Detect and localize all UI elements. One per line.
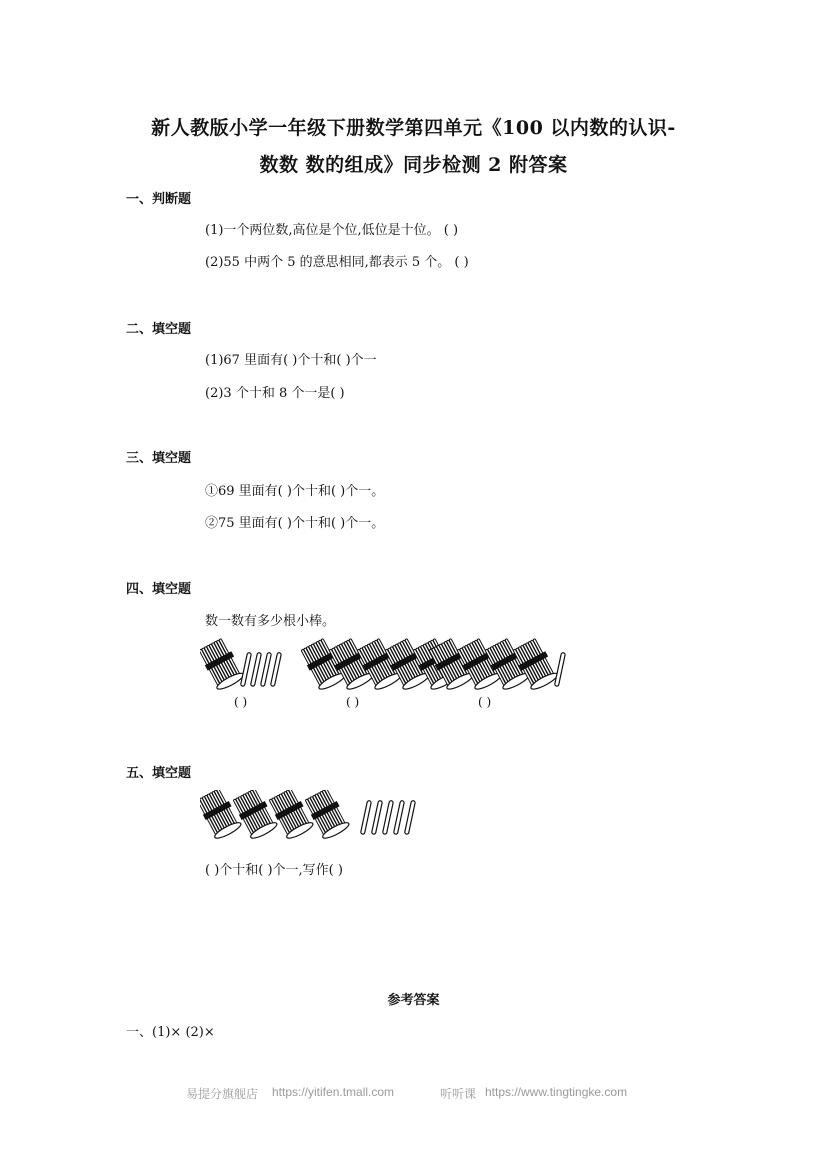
stick-bundles-figure-2: [200, 790, 440, 846]
stick-icon: [554, 652, 565, 686]
section-2-item-2: (2)3 个十和 8 个一是( ): [205, 386, 345, 401]
stick-bundles-figure: [200, 638, 570, 698]
stick-icon: [260, 652, 271, 686]
stick-icon: [382, 800, 393, 834]
footer-site-link[interactable]: https://www.tingtingke.com: [485, 1085, 628, 1099]
stick-bundle-icon: [200, 638, 245, 692]
document-title-line-1: 新人教版小学一年级下册数学第四单元《100 以内数的认识-: [151, 117, 676, 139]
stick-bundle-icon: [267, 790, 314, 841]
stick-icon: [393, 800, 404, 834]
answer-line-1: 一、(1)× (2)×: [126, 1025, 215, 1040]
stick-bundle-icon: [231, 790, 278, 841]
section-4-heading: 四、填空题: [126, 582, 192, 597]
section-4-item-1: 数一数有多少根小棒。: [205, 614, 336, 629]
stick-icon: [360, 800, 371, 834]
footer-shop-name: 易提分旗舰店: [186, 1087, 259, 1101]
section-3-item-1: ①69 里面有( )个十和( )个一。: [205, 484, 385, 499]
section-2-item-1: (1)67 里面有( )个十和( )个一: [205, 353, 377, 368]
section-1-item-2: (2)55 中两个 5 的意思相同,都表示 5 个。 ( ): [205, 255, 469, 270]
stick-icon: [270, 652, 281, 686]
section-2-heading: 二、填空题: [126, 322, 192, 337]
blank-3: ( ): [478, 695, 492, 709]
section-3-item-2: ②75 里面有( )个十和( )个一。: [205, 516, 385, 531]
section-1-item-1: (1)一个两位数,高位是个位,低位是十位。 ( ): [205, 223, 459, 238]
stick-icon: [404, 800, 415, 834]
blank-1: ( ): [234, 695, 248, 709]
footer-shop-link[interactable]: https://yitifen.tmall.com: [272, 1085, 395, 1099]
section-1-heading: 一、判断题: [126, 192, 192, 207]
blank-2: ( ): [346, 695, 360, 709]
stick-bundle-icon: [303, 790, 350, 841]
document-title-line-2: 数数 数的组成》同步检测 2 附答案: [259, 154, 568, 176]
section-5-item-1: ( )个十和( )个一,写作( ): [205, 863, 343, 878]
section-3-heading: 三、填空题: [126, 451, 192, 466]
stick-icon: [250, 652, 261, 686]
answer-key-title: 参考答案: [387, 993, 440, 1008]
stick-icon: [371, 800, 382, 834]
stick-bundle-icon: [200, 790, 243, 841]
footer-site-name: 听听课: [440, 1087, 477, 1101]
section-5-heading: 五、填空题: [126, 766, 192, 781]
stick-icon: [240, 652, 251, 686]
